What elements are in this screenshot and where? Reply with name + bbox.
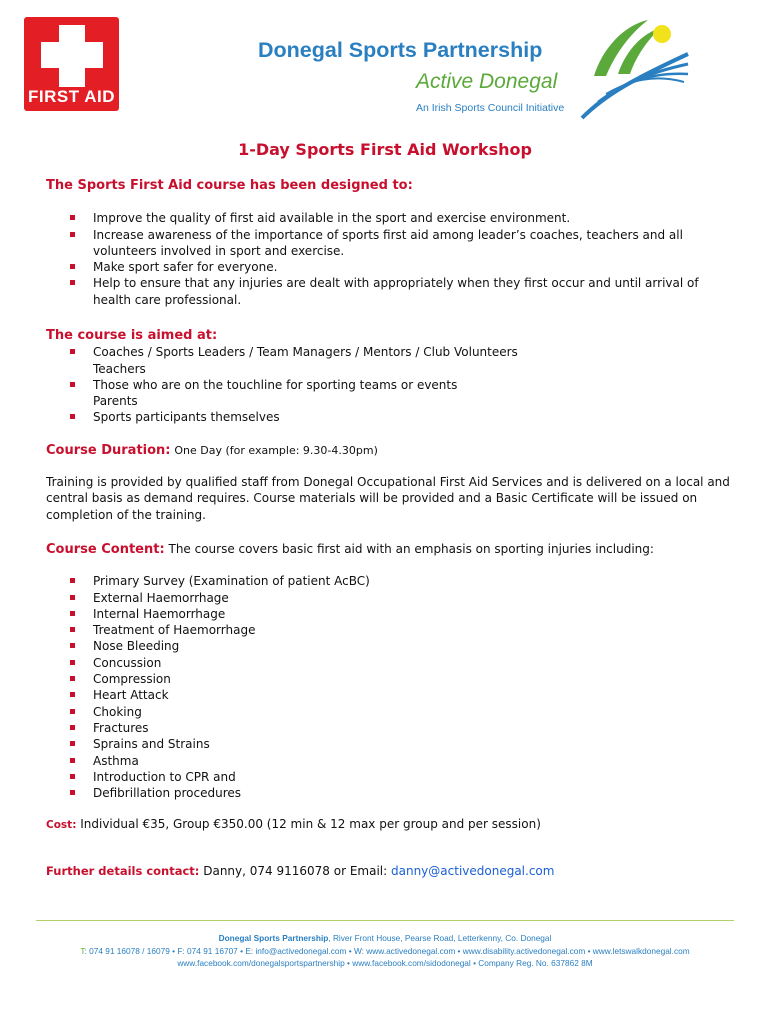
list-item: Help to ensure that any injuries are dealt with appropriately when they first occur and until arrival of health care professional. (46, 275, 736, 308)
duration-section (46, 442, 736, 459)
list-item: Improve the quality of first aid available in the sport and exercise environment. (46, 210, 736, 226)
org-tagline: An Irish Sports Council Initiative (416, 102, 565, 114)
training-paragraph: Training is provided by qualified staff from Donegal Occupational First Aid Services and is delivered on a local and central basis as demand requires. Course materials will be provided and a Basic Certificate will be issued on completion of the training. (46, 475, 730, 522)
cost-value: Individual €35, Group €350.00 (12 min & 12 max per group and per session) (80, 817, 541, 831)
aimed-heading: The course is aimed at: (46, 328, 218, 343)
footer-social-line: www.facebook.com/donegalsportspartnership • www.facebook.com/sidodonegal • Company Reg. No. 637862 8M (177, 958, 593, 968)
content-list (46, 573, 736, 801)
list-item: Make sport safer for everyone. (46, 259, 736, 275)
list-item: Compression (46, 671, 736, 687)
list-item: Introduction to CPR and (46, 769, 736, 785)
list-item: Sprains and Strains (46, 736, 736, 752)
list-item: Treatment of Haemorrhage (46, 622, 736, 638)
footer-phone-label: T (80, 945, 85, 956)
contact-email-link[interactable]: danny@activedonegal.com (391, 864, 555, 878)
footer-address: , River Front House, Pearse Road, Letterkenny, Co. Donegal (328, 933, 552, 943)
list-item: Defibrillation procedures (46, 785, 736, 801)
list-item: Choking (46, 704, 736, 720)
content-label: Course Content: (46, 542, 165, 557)
page-title: 1-Day Sports First Aid Workshop (238, 140, 532, 159)
org-subtitle: Active Donegal (416, 70, 558, 93)
designed-list (46, 210, 736, 308)
first-aid-logo-text: FIRST AID (28, 87, 115, 106)
designed-heading: The Sports First Aid course has been designed to: (46, 178, 413, 193)
footer-contact-line: : 074 91 16078 / 16079 • F: 074 91 16707 • E: info@activedonegal.com • W: www.activedonegal.com • www.disability.activedonegal.com • www.letswalkdonegal.com (84, 945, 690, 956)
contact-label: Further details contact: (46, 864, 200, 878)
footer-org: Donegal Sports Partnership (218, 933, 329, 943)
list-item: Internal Haemorrhage (46, 606, 736, 622)
aimed-section (46, 328, 736, 426)
list-item: Teachers (93, 361, 146, 376)
list-item: Sports participants themselves (46, 409, 736, 425)
footer-divider (36, 920, 734, 921)
duration-value: One Day (for example: 9.30-4.30pm) (174, 444, 378, 457)
footer (0, 932, 770, 970)
org-name: Donegal Sports Partnership (258, 38, 543, 62)
active-donegal-logo-icon (576, 14, 692, 122)
list-item: Fractures (46, 720, 736, 736)
list-item: Increase awareness of the importance of sports first aid among leader’s coaches, teachers and all volunteers involved in sport and exercise. (46, 227, 736, 260)
contact-section (46, 863, 736, 879)
list-item: Those who are on the touchline for sporting teams or events (46, 377, 736, 393)
list-item: Asthma (46, 753, 736, 769)
first-aid-logo (24, 17, 119, 111)
list-item: Parents (93, 394, 138, 409)
duration-label: Course Duration: (46, 443, 171, 458)
content-section (46, 541, 736, 801)
aimed-list (46, 344, 736, 425)
list-item: Primary Survey (Examination of patient AcBC) (46, 573, 736, 589)
list-item: Nose Bleeding (46, 638, 736, 654)
contact-value: Danny, 074 9116078 or Email: (203, 864, 388, 878)
designed-section (46, 178, 736, 308)
cost-section (46, 816, 736, 833)
list-item: Heart Attack (46, 687, 736, 703)
list-item: Concussion (46, 655, 736, 671)
list-item: External Haemorrhage (46, 590, 736, 606)
cost-label: Cost: (46, 819, 77, 831)
content-intro: The course covers basic first aid with an emphasis on sporting injuries including: (168, 542, 654, 556)
list-item: Coaches / Sports Leaders / Team Managers / Mentors / Club Volunteers (46, 344, 736, 360)
